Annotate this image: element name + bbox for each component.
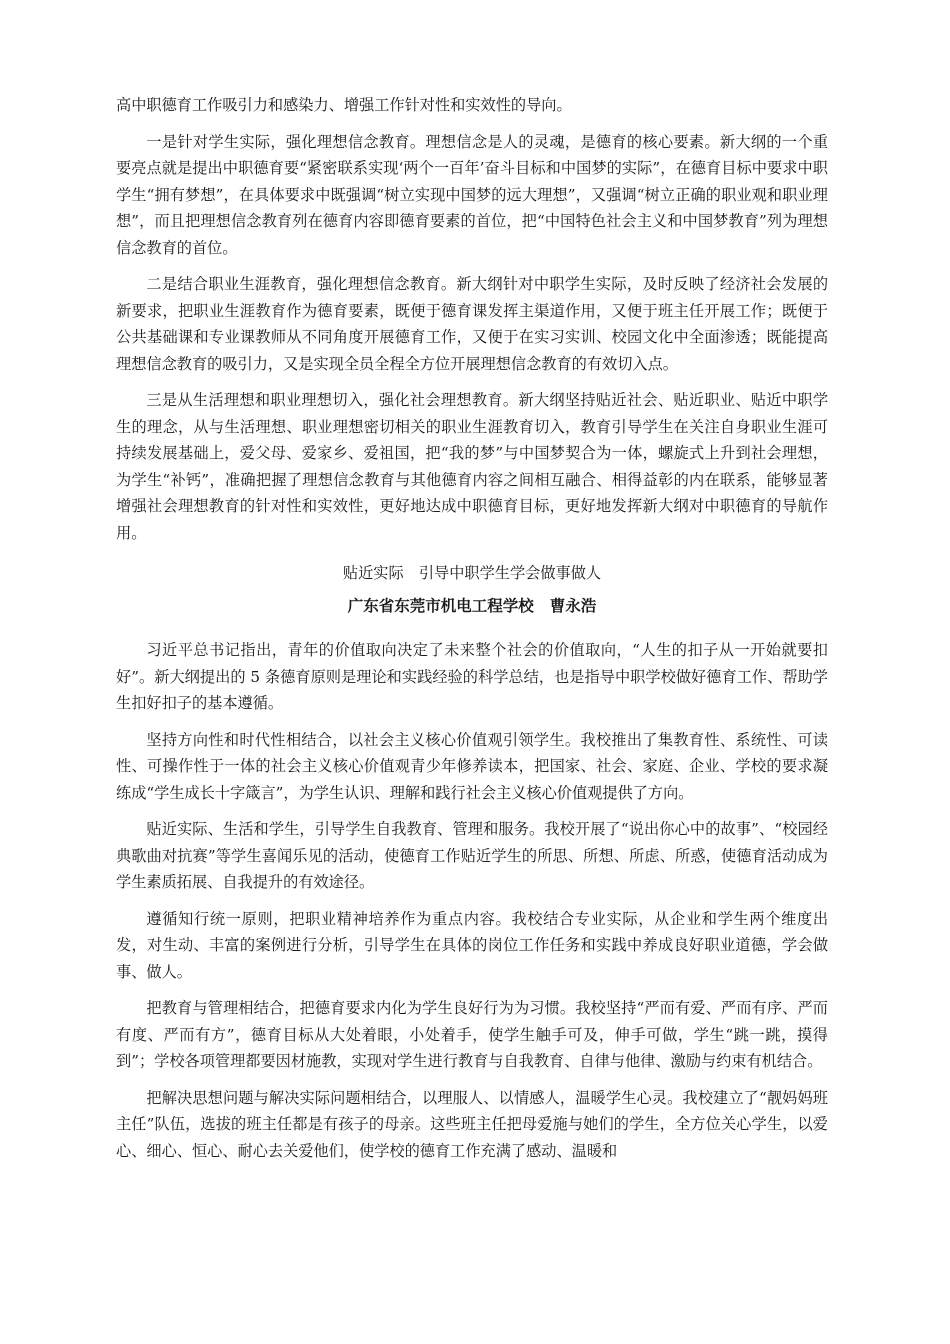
document-page xyxy=(116,92,828,1174)
author-school: 广东省东莞市机电工程学校 xyxy=(347,596,534,615)
paragraph-solve-problems: 把解决思想问题与解决实际问题相结合，以理服人、以情感人，温暖学生心灵。我校建立了“靓妈妈班主任”队伍，选拔的班主任都是有孩子的母亲。这些班主任把母爱施与她们的学生，全方位关心学生，以爱心、细心、恒心、耐心去关爱他们，使学校的德育工作充满了感动、温暖和 xyxy=(116,1088,828,1160)
paragraph-core-values: 坚持方向性和时代性相结合，以社会主义核心价值观引领学生。我校推出了集教育性、系统性、可读性、可操作性于一体的社会主义核心价值观青少年修养读本，把国家、社会、家庭、企业、学校的要求凝练成“学生成长十字箴言”，为学生认识、理解和践行社会主义核心价值观提供了方向。 xyxy=(116,730,828,802)
paragraph-education-management: 把教育与管理相结合，把德育要求内化为学生良好行为为习惯。我校坚持“严而有爱、严而有序、严而有度、严而有方”，德育目标从大处着眼，小处着手，使学生触手可及，伸手可做，学生“跳一跳，摸得到”；学校各项管理都要因材施教，实现对学生进行教育与自我教育、自律与他律、激励与约束有机结合。 xyxy=(116,999,828,1070)
paragraph-knowledge-action: 遵循知行统一原则，把职业精神培养作为重点内容。我校结合专业实际，从企业和学生两个维度出发，对生动、丰富的案例进行分析，引导学生在具体的岗位工作任务和实践中养成良好职业道德，学会做事、做人。 xyxy=(116,909,828,981)
paragraph-ideal-belief-1: 一是针对学生实际，强化理想信念教育。理想信念是人的灵魂，是德育的核心要素。新大纲的一个重要亮点就是提出中职德育要“紧密联系实现‘两个一百年’奋斗目标和中国梦的实际”，在德育目标中要求中职学生“拥有梦想”，在具体要求中既强调“树立实现中国梦的远大理想”，又强调“树立正确的职业观和职业理想”，而且把理想信念教育列在德育内容即德育要素的首位，把“中国特色社会主义和中国梦教育”列为理想信念教育的首位。 xyxy=(116,132,828,257)
paragraph-social-ideal: 三是从生活理想和职业理想切入，强化社会理想教育。新大纲坚持贴近社会、贴近职业、贴近中职学生的理念，从与生活理想、职业理想密切相关的职业生涯教育切入，教育引导学生在关注自身职业生涯可持续发展基础上，爱父母、爱家乡、爱祖国，把“我的梦”与中国梦契合为一体，螺旋式上升到社会理想，为学生“补钙”，准确把握了理想信念教育与其他德育内容之间相互融合、相得益彰的内在联系，能够显著增强社会理想教育的针对性和实效性，更好地达成中职德育目标，更好地发挥新大纲对中职德育的导航作用。 xyxy=(116,391,828,542)
paragraph-value-orientation: 习近平总书记指出，青年的价值取向决定了未来整个社会的价值取向，“人生的扣子从一开始就要扣好”。新大纲提出的 5 条德育原则是理论和实践经验的科学总结，也是指导中职学校做好德育工作、帮助学生扣好扣子的基本遵循。 xyxy=(116,641,828,712)
author-line xyxy=(116,593,828,620)
intro-tail-paragraph: 高中职德育工作吸引力和感染力、增强工作针对性和实效性的导向。 xyxy=(116,96,572,114)
section-title: 贴近实际 引导中职学生学会做事做人 xyxy=(342,564,602,582)
paragraph-close-to-reality: 贴近实际、生活和学生，引导学生自我教育、管理和服务。我校开展了“说出你心中的故事”、“校园经典歌曲对抗赛”等学生喜闻乐见的活动，使德育工作贴近学生的所思、所想、所虑、所惑，使德育活动成为学生素质拓展、自我提升的有效途径。 xyxy=(116,820,828,891)
paragraph-career-education: 二是结合职业生涯教育，强化理想信念教育。新大纲针对中职学生实际，及时反映了经济社会发展的新要求，把职业生涯教育作为德育要素，既便于德育课发挥主渠道作用，又便于班主任开展工作；既便于公共基础课和专业课教师从不同角度开展德育工作，又便于在实习实训、校园文化中全面渗透；既能提高理想信念教育的吸引力，又是实现全员全程全方位开展理想信念教育的有效切入点。 xyxy=(116,275,828,373)
author-name: 曹永浩 xyxy=(549,596,597,615)
